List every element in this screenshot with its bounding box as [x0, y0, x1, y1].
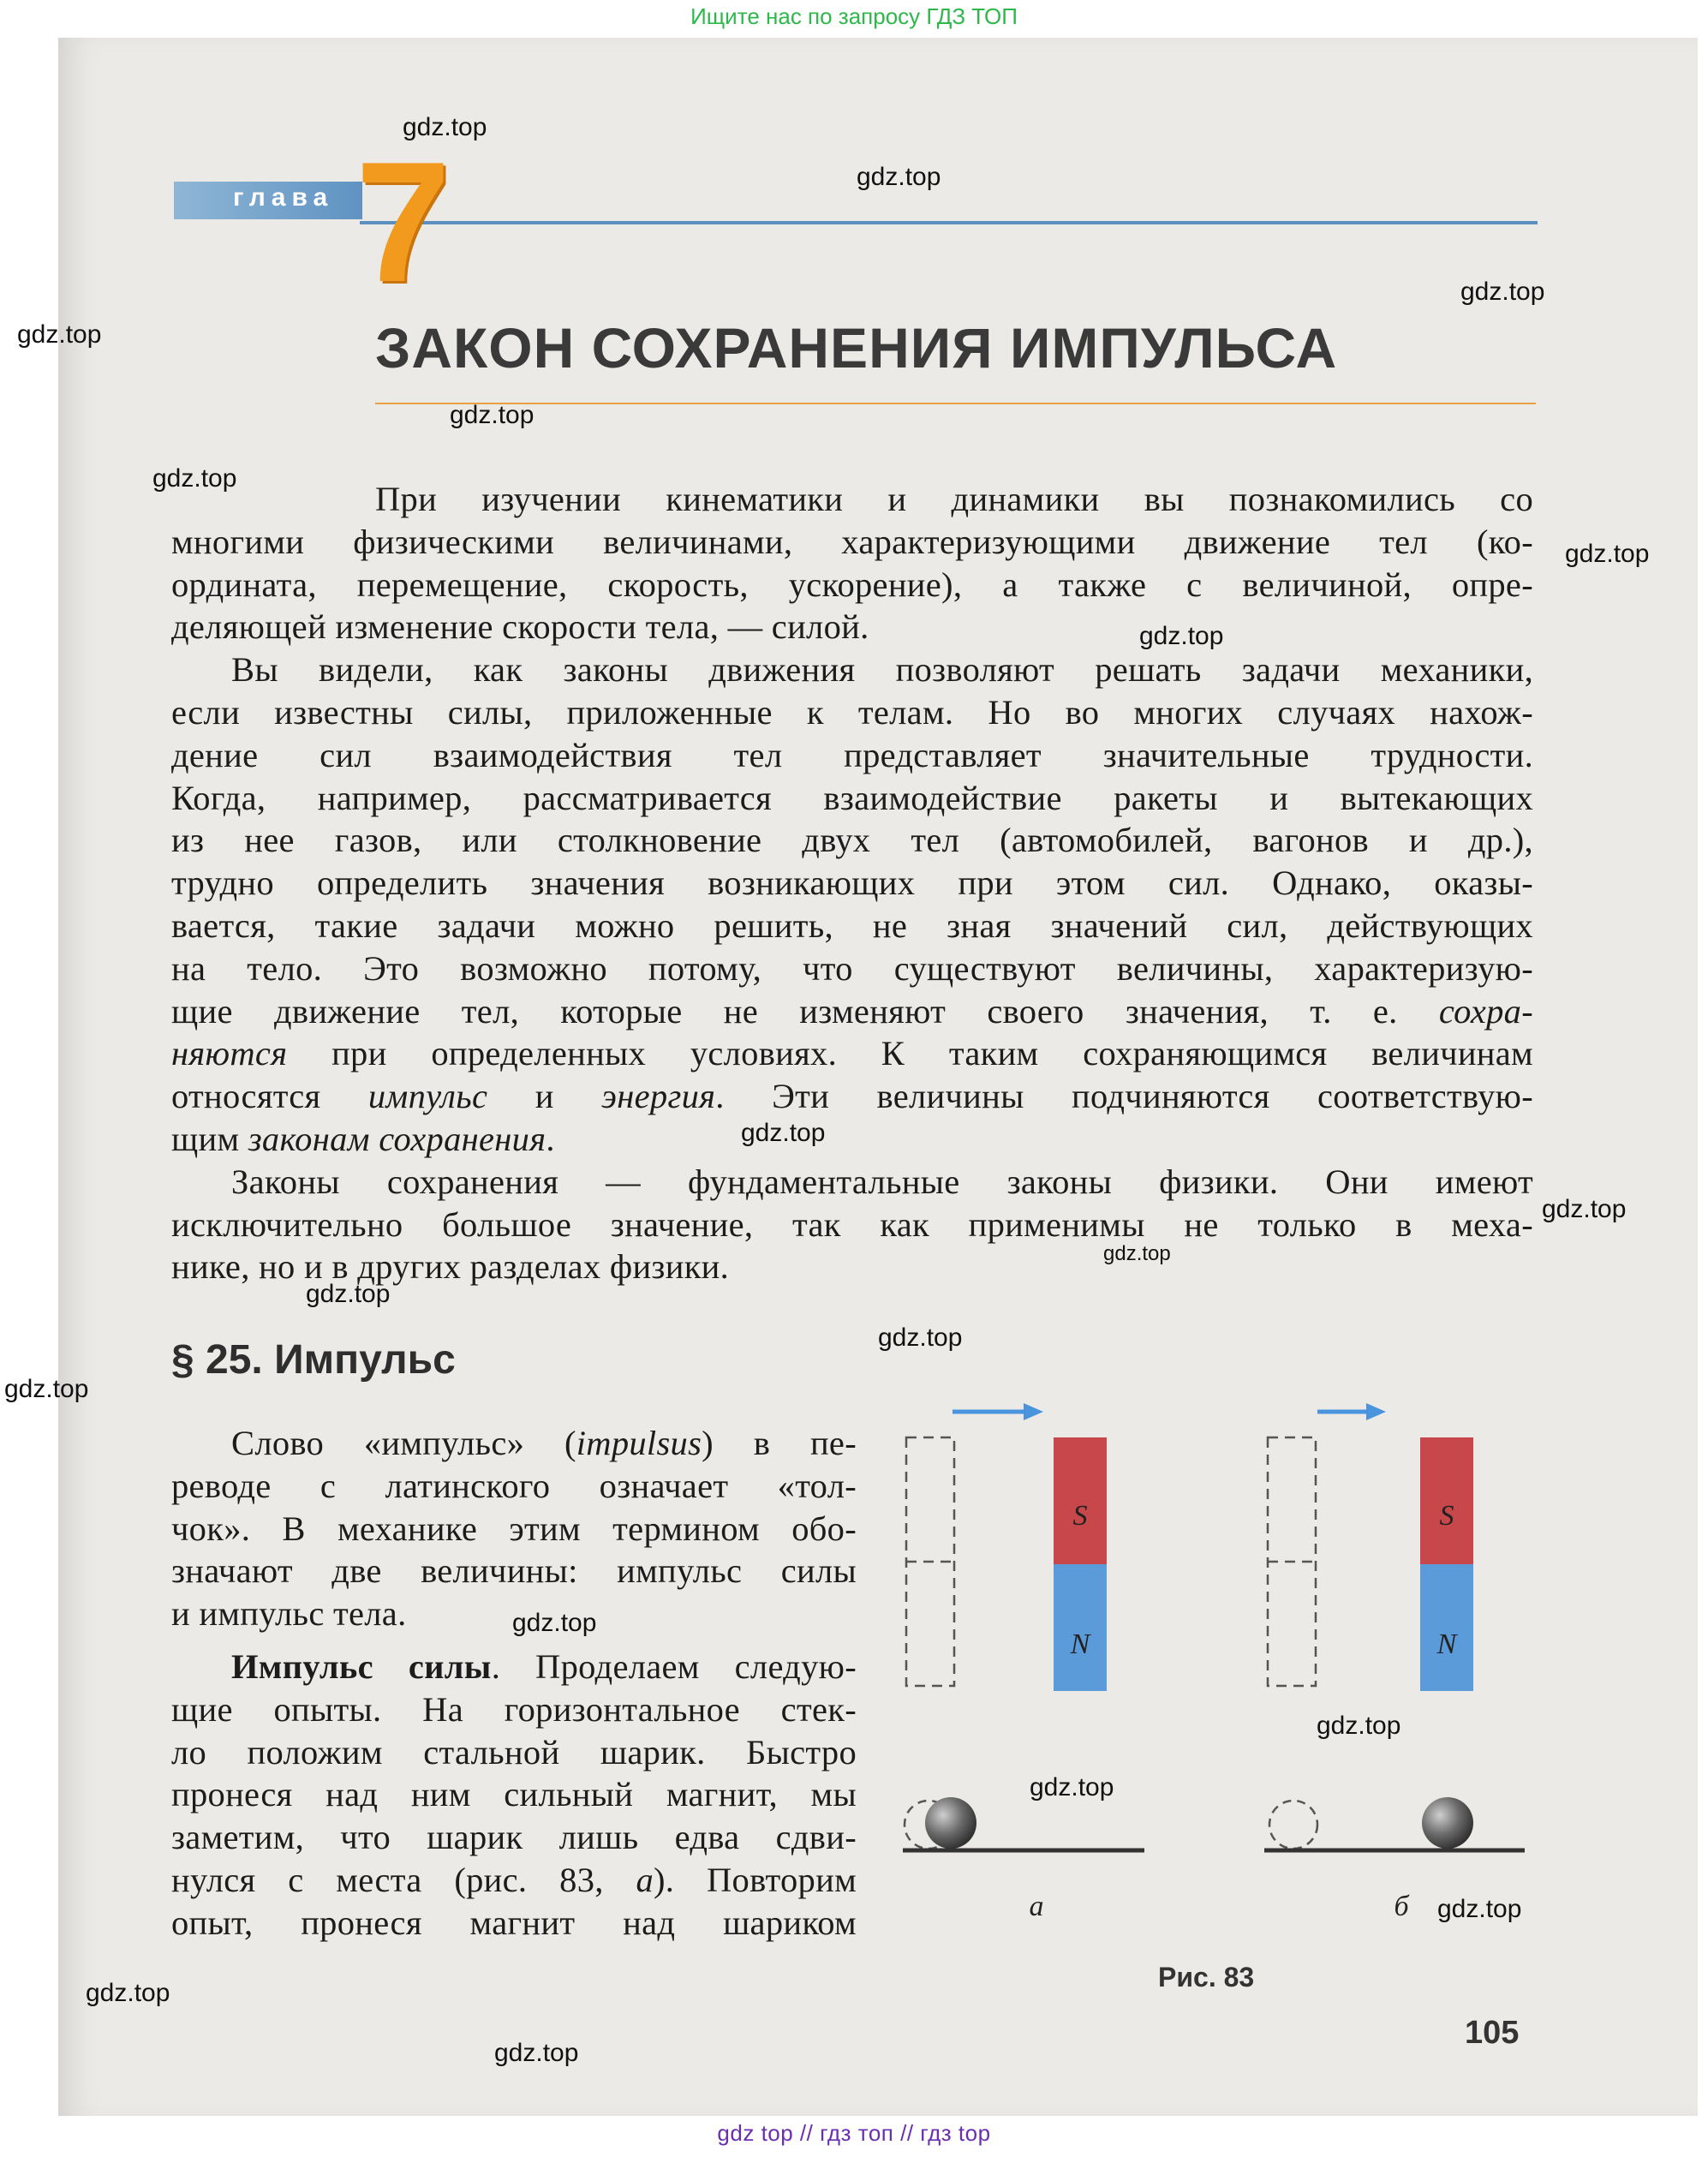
pole-label-s: S: [1439, 1500, 1454, 1532]
text-line: многими физическими величинами, характеризующими движение тел (ко-: [171, 522, 1533, 561]
text-span: щим: [171, 1119, 248, 1158]
text-line: дение сил взаимодействия тел представляет значительные трудности.: [171, 735, 1533, 774]
watermark: gdz.top: [1030, 1773, 1114, 1801]
arrow-icon: [953, 1403, 1043, 1420]
text-span: Слово «импульс» (: [231, 1424, 576, 1462]
text-line: Когда, например, рассматривается взаимодействие ракеты и вытекающих: [171, 778, 1533, 817]
watermark: gdz.top: [4, 1375, 89, 1403]
watermark: gdz.top: [1437, 1895, 1522, 1923]
intro-text: [171, 478, 1533, 1288]
text-line: Законы сохранения — фундаментальные законы физики. Они имеют: [231, 1162, 1533, 1201]
italic-term: законам сохранения: [248, 1119, 546, 1158]
text-line: щие опыты. На горизонтальное стек-: [171, 1689, 857, 1729]
text-line: [171, 990, 1533, 1033]
text-span: нулся с места (рис. 83,: [171, 1860, 636, 1899]
text-line: на тело. Это возможно потому, что существуют величины, характеризую-: [171, 948, 1533, 988]
pole-label-n: N: [1070, 1628, 1090, 1660]
watermark: gdz.top: [1565, 540, 1650, 568]
text-line: [171, 1075, 1533, 1118]
magnet-ghost-outline: [906, 1437, 954, 1686]
pole-label-n: N: [1436, 1628, 1457, 1660]
text-line: и импульс тела.: [171, 1594, 407, 1634]
bold-term: Импульс силы: [231, 1646, 492, 1686]
text-span: относятся: [171, 1077, 368, 1116]
text-line: чок». В механике этим термином обо-: [171, 1509, 857, 1548]
panel-label-a: а: [1029, 1891, 1044, 1922]
watermark: gdz.top: [86, 1979, 170, 2007]
section-paragraph-1: [171, 1422, 857, 1635]
text-line: При изучении кинематики и динамики вы познакомились со: [375, 480, 1533, 518]
chapter-rule: [360, 221, 1538, 224]
text-span: и: [487, 1077, 602, 1116]
italic-term: импульс: [367, 1077, 488, 1116]
text-line: трудно определить значения возникающих при этом сил. Однако, оказы-: [171, 863, 1533, 903]
text-line: [171, 1646, 857, 1688]
magnet-north-pole: [1420, 1564, 1473, 1691]
watermark: gdz.top: [403, 113, 487, 141]
text-line: реводе с латинского означает «тол-: [171, 1466, 857, 1505]
text-line: ло положим стальной шарик. Быстро: [171, 1732, 857, 1772]
watermark: gdz.top: [878, 1323, 963, 1352]
text-line: опыт, пронеся магнит над шариком: [171, 1903, 857, 1942]
watermark: gdz.top: [741, 1119, 826, 1147]
italic-term: няются: [171, 1034, 288, 1073]
panel-b: [1264, 1403, 1525, 1922]
panel-label-b: б: [1394, 1891, 1409, 1922]
watermark: gdz.top: [1139, 622, 1224, 650]
watermark: gdz.top: [1542, 1195, 1627, 1223]
text-line: [171, 1422, 857, 1465]
intro-paragraph-1: [171, 478, 1533, 648]
intro-paragraph-2: [171, 648, 1533, 1161]
steel-ball: [925, 1797, 976, 1849]
watermark: gdz.top: [17, 320, 102, 349]
text-span: щие движение тел, которые не изменяют своего значения, т. е.: [171, 991, 1439, 1031]
text-span: ) в пе-: [702, 1424, 857, 1462]
title-underline: [375, 403, 1536, 404]
italic-term: а: [636, 1860, 654, 1899]
text-line: ордината, перемещение, скорость, ускорение), а также с величиной, опре-: [171, 565, 1533, 604]
text-line: деляющей изменение скорости тела, — силой.: [171, 607, 869, 647]
arrow-icon: [1317, 1403, 1386, 1420]
watermark: gdz.top: [512, 1609, 597, 1637]
figure-83: [891, 1388, 1542, 2022]
text-line: вается, такие задачи можно решить, не зная значений сил, действующих: [171, 905, 1533, 945]
text-line: если известны силы, приложенные к телам. Но во многих случаях нахож-: [171, 692, 1533, 732]
watermark: gdz.top: [306, 1280, 391, 1308]
italic-term: impulsus: [576, 1424, 702, 1462]
watermark: gdz.top: [494, 2039, 579, 2067]
chapter-title: ЗАКОН СОХРАНЕНИЯ ИМПУЛЬСА: [375, 316, 1338, 379]
bottom-banner[interactable]: gdz top // гдз топ // гдз top: [717, 2120, 991, 2146]
magnet-ghost-outline: [1268, 1437, 1316, 1686]
steel-ball: [1422, 1797, 1473, 1849]
text-line: [171, 1859, 857, 1902]
page-number: 105: [1465, 2015, 1520, 2051]
panel-a: [903, 1403, 1144, 1922]
text-line: пронеся над ним сильный магнит, мы: [171, 1775, 857, 1814]
section-paragraph-2: [171, 1646, 857, 1945]
top-banner[interactable]: Ищите нас по запросу ГДЗ ТОП: [690, 3, 1018, 29]
ball-ghost: [1269, 1801, 1317, 1849]
text-line: из нее газов, или столкновение двух тел (автомобилей, вагонов и др.),: [171, 821, 1533, 860]
text-line: [171, 1032, 1533, 1075]
figure-caption: Рис. 83: [1158, 1962, 1255, 1993]
chapter-label: глава: [233, 183, 334, 212]
text-span: . Проделаем следую-: [491, 1646, 857, 1686]
italic-term: сохра-: [1438, 991, 1533, 1031]
text-line: заметим, что шарик лишь едва сдви-: [171, 1818, 857, 1857]
text-span: . Эти величины подчиняются соответствую-: [715, 1077, 1533, 1116]
watermark: gdz.top: [1460, 278, 1545, 306]
watermark: gdz.top: [1317, 1712, 1401, 1740]
text-line: [171, 1118, 1533, 1161]
section-title: § 25. Импульс: [171, 1337, 456, 1383]
section-text: [171, 1422, 857, 1945]
text-span: при определенных условиях. К таким сохраняющимся величинам: [287, 1034, 1533, 1073]
pole-label-s: S: [1072, 1500, 1088, 1532]
text-line: исключительно большое значение, так как применимы не только в меха-: [171, 1204, 1533, 1244]
italic-term: энергия: [601, 1077, 716, 1116]
watermark: gdz.top: [450, 401, 534, 429]
text-line: Вы видели, как законы движения позволяют решать задачи механики,: [231, 650, 1533, 690]
watermark: gdz.top: [1103, 1242, 1171, 1265]
text-line: нике, но и в других разделах физики.: [171, 1247, 730, 1287]
text-line: значают две величины: импульс силы: [171, 1551, 857, 1591]
text-span: .: [546, 1119, 555, 1158]
intro-paragraph-3: [171, 1161, 1533, 1288]
watermark: gdz.top: [857, 163, 941, 191]
magnet-north-pole: [1054, 1564, 1107, 1691]
chapter-number: 7: [355, 127, 451, 318]
watermark: gdz.top: [152, 464, 237, 493]
text-span: ). Повторим: [654, 1860, 857, 1899]
